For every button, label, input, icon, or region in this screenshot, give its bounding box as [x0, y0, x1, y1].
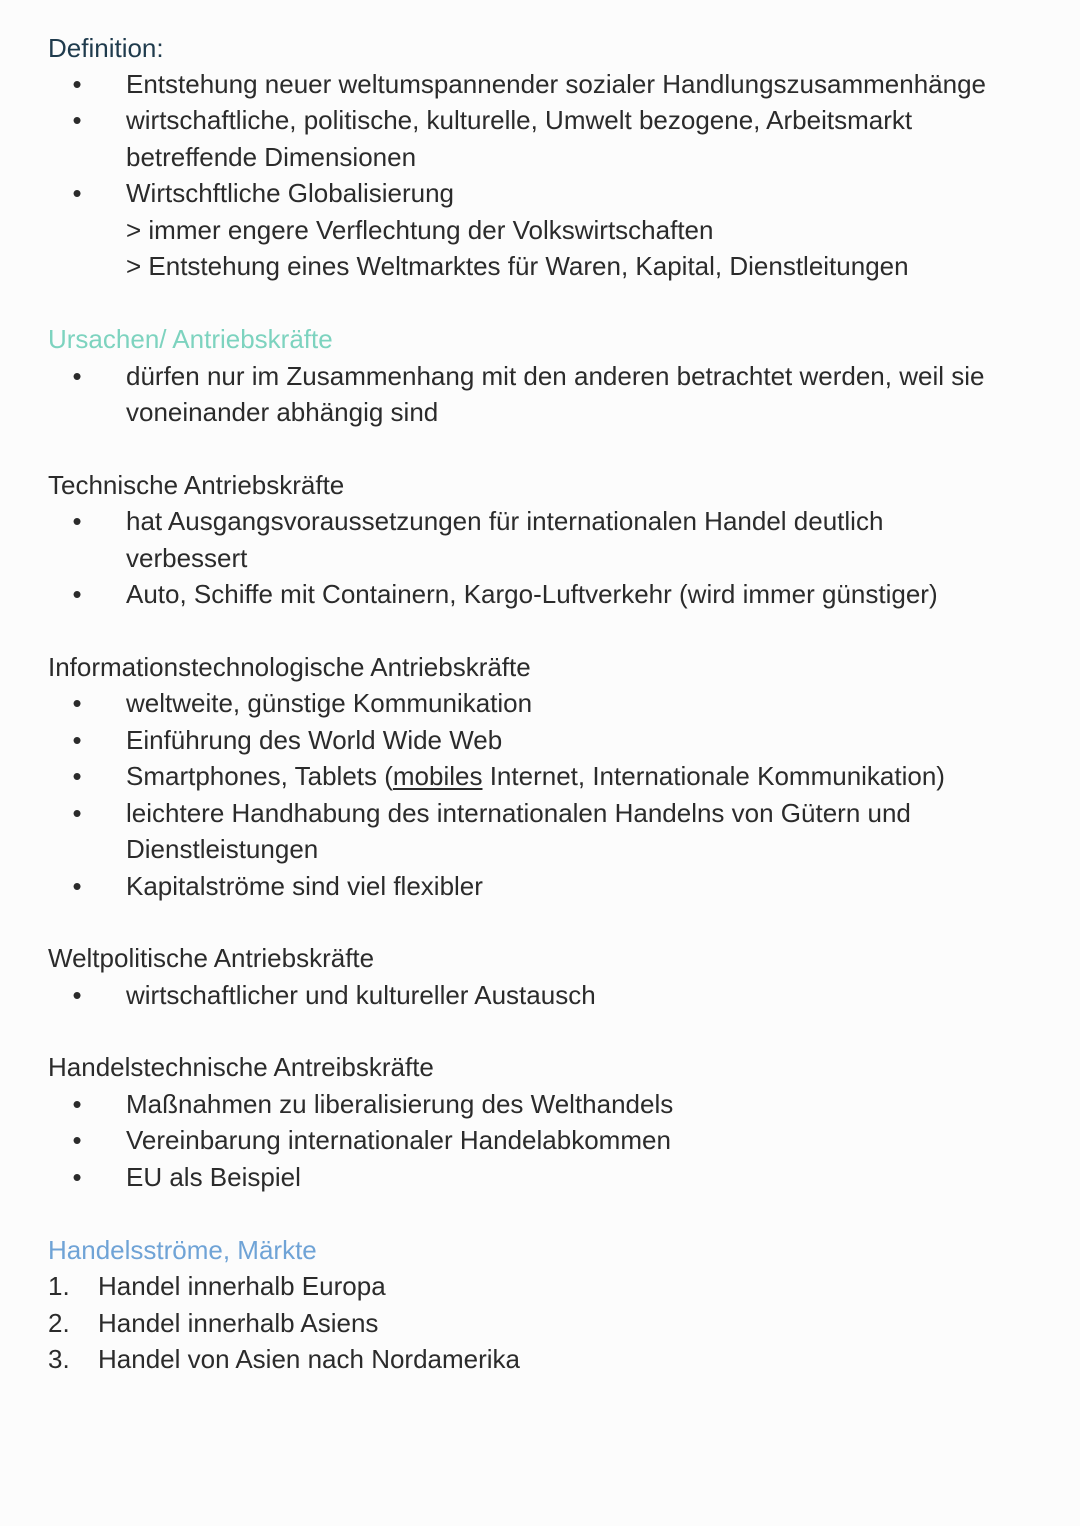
bullet-icon: •: [72, 105, 82, 135]
bullet-icon: •: [72, 69, 82, 99]
bullet-icon: •: [72, 178, 82, 208]
technische-item-1-line-2: verbessert: [126, 543, 248, 573]
bullet-icon: •: [72, 980, 82, 1010]
heading-ursachen: Ursachen/ Antriebskräfte: [48, 324, 333, 354]
bullet-icon: •: [72, 871, 82, 901]
definition-subitem-2: > Entstehung eines Weltmarktes für Waren, Kapital, Dienstleitungen: [126, 251, 909, 281]
definition-subitem-1: > immer engere Verflechtung der Volkswirtschaften: [126, 215, 714, 245]
technische-item-2: Auto, Schiffe mit Containern, Kargo-Luftverkehr (wird immer günstiger): [126, 579, 938, 609]
weltpolitische-item-1: wirtschaftlicher und kultureller Austausch: [126, 980, 596, 1010]
info-item-3-suffix: Internet, Internationale Kommunikation): [482, 761, 945, 791]
definition-item-1: Entstehung neuer weltumspannender sozialer Handlungszusammenhänge: [126, 69, 986, 99]
bullet-icon: •: [72, 579, 82, 609]
handelsstroeme-item-3: Handel von Asien nach Nordamerika: [98, 1344, 521, 1374]
heading-informationstechnologische: Informationstechnologische Antriebskräfte: [48, 652, 531, 682]
info-item-3: [126, 758, 945, 794]
technische-item-1-line-1: hat Ausgangsvoraussetzungen für internationalen Handel deutlich: [126, 506, 884, 536]
info-item-1: weltweite, günstige Kommunikation: [126, 688, 533, 718]
info-item-3-underlined: mobiles: [392, 761, 483, 791]
list-number: 1.: [48, 1271, 70, 1301]
heading-technische: Technische Antriebskräfte: [48, 470, 345, 500]
heading-handelstechnische: Handelstechnische Antreibskräfte: [48, 1052, 434, 1082]
heading-handelsstroeme: Handelsströme, Märkte: [48, 1235, 317, 1265]
bullet-icon: •: [72, 361, 82, 391]
heading-weltpolitische: Weltpolitische Antriebskräfte: [48, 943, 375, 973]
info-item-4-line-1: leichtere Handhabung des internationalen Handelns von Gütern und: [126, 798, 911, 828]
bullet-icon: •: [72, 506, 82, 536]
info-item-5: Kapitalströme sind viel flexibler: [126, 871, 483, 901]
list-number: 3.: [48, 1344, 70, 1374]
bullet-icon: •: [72, 725, 82, 755]
heading-definition: Definition:: [48, 33, 164, 63]
bullet-icon: •: [72, 688, 82, 718]
handelsstroeme-item-1: Handel innerhalb Europa: [98, 1271, 386, 1301]
definition-item-2-line-1: wirtschaftliche, politische, kulturelle, Umwelt bezogene, Arbeitsmarkt: [126, 105, 913, 135]
definition-item-3: Wirtschftliche Globalisierung: [126, 178, 455, 208]
handelsstroeme-item-2: Handel innerhalb Asiens: [98, 1308, 379, 1338]
bullet-icon: •: [72, 1125, 82, 1155]
bullet-icon: •: [72, 1162, 82, 1192]
info-item-3-prefix: Smartphones, Tablets (: [126, 761, 393, 791]
ursachen-item-1-line-1: dürfen nur im Zusammenhang mit den anderen betrachtet werden, weil sie: [126, 361, 985, 391]
handelstechnische-item-1: Maßnahmen zu liberalisierung des Welthandels: [126, 1089, 674, 1119]
info-item-2: Einführung des World Wide Web: [126, 725, 503, 755]
handelstechnische-item-3: EU als Beispiel: [126, 1162, 301, 1192]
bullet-icon: •: [72, 798, 82, 828]
bullet-icon: •: [72, 761, 82, 791]
list-number: 2.: [48, 1308, 70, 1338]
definition-item-2-line-2: betreffende Dimensionen: [126, 142, 417, 172]
handelstechnische-item-2: Vereinbarung internationaler Handelabkommen: [126, 1125, 671, 1155]
ursachen-item-1-line-2: voneinander abhängig sind: [126, 397, 439, 427]
bullet-icon: •: [72, 1089, 82, 1119]
info-item-4-line-2: Dienstleistungen: [126, 834, 319, 864]
